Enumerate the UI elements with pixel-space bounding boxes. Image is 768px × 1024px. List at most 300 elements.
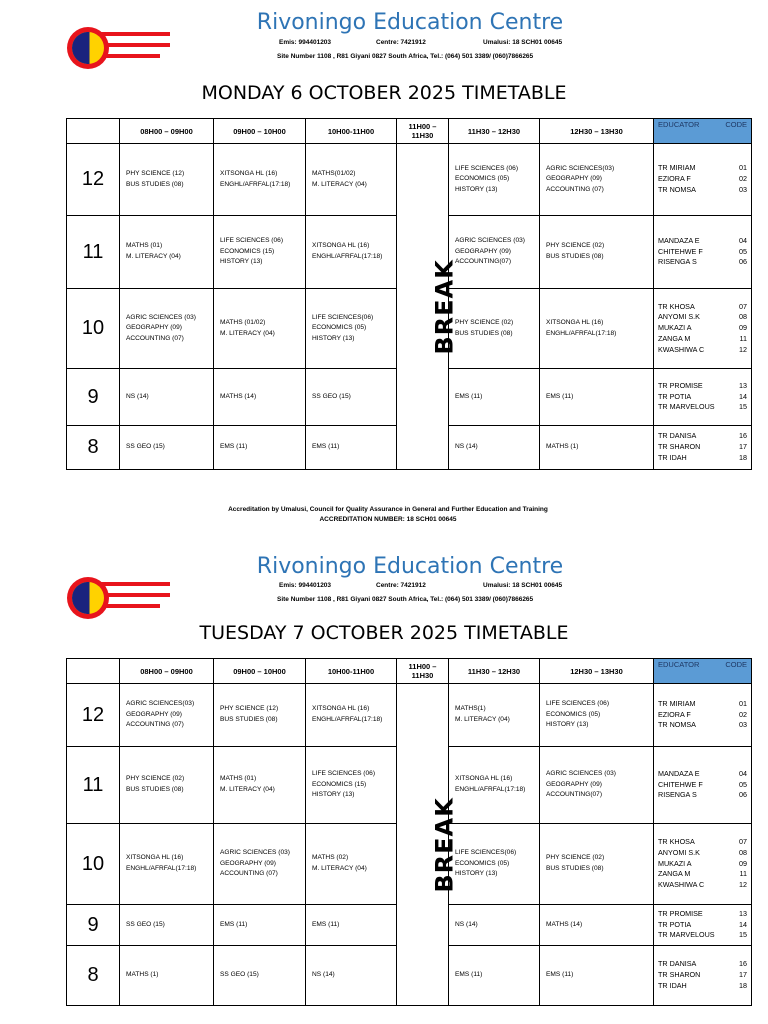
educator-name: MANDAZA E <box>658 235 700 245</box>
educator-entry <box>654 302 751 313</box>
subject-line: ACCOUNTING (07) <box>220 870 278 878</box>
subject-line: ENGHL/AFRFAL(17:18) <box>220 180 291 188</box>
lesson-cell <box>120 369 214 426</box>
lesson-cell <box>120 946 214 1006</box>
educator-list <box>654 946 752 1006</box>
educator-entry <box>654 163 751 174</box>
grade-label: 9 <box>67 369 120 426</box>
educator-entry <box>654 859 751 870</box>
school-name: Rivoningo Education Centre <box>256 554 564 579</box>
subject-line: ENGHL/AFRFAL(17:18) <box>312 716 383 723</box>
lesson-cell <box>449 824 540 905</box>
educator-code-header <box>654 119 752 144</box>
code-header-label: CODE <box>725 120 747 129</box>
educator-code: 14 <box>739 391 747 401</box>
educator-name: TR KHOSA <box>658 301 695 311</box>
educator-name: TR NOMSA <box>658 720 696 730</box>
educator-entry <box>654 699 751 710</box>
subject-line: M. LITERACY (04) <box>126 253 181 260</box>
subject-line: LIFE SCIENCES (06) <box>220 237 284 245</box>
subject-line: M. LITERACY (04) <box>455 716 510 723</box>
site-address: Site Number 1108 , R81 Giyani 0827 South Africa, Tel.: (064) 501 3389/ (060)7866265 <box>277 53 534 60</box>
educator-code: 09 <box>739 858 747 868</box>
educator-entry <box>654 837 751 848</box>
subject-line: ECONOMICS (05) <box>546 710 601 718</box>
educator-name: TR IDAH <box>658 980 687 990</box>
educator-code: 04 <box>739 768 747 778</box>
subject-line: XITSONGA HL (16) <box>312 705 370 713</box>
lesson-cell <box>214 747 306 824</box>
grade-label: 8 <box>67 426 120 470</box>
educator-entry <box>654 236 751 247</box>
subject-line: ECONOMICS (15) <box>312 780 367 788</box>
subject-line: ECONOMICS (05) <box>312 324 367 332</box>
educator-name: RISENGA S <box>658 257 697 267</box>
subject-line: HISTORY (13) <box>220 258 263 266</box>
educator-code: 13 <box>739 380 747 390</box>
educator-entry <box>654 970 751 981</box>
educator-code: 08 <box>739 312 747 322</box>
subject-line: PHY SCIENCE (12) <box>126 169 185 177</box>
educator-code: 18 <box>739 452 747 462</box>
educator-entry <box>654 720 751 731</box>
educator-code: 17 <box>739 442 747 452</box>
emis-number: Emis: 994401203 <box>279 582 332 589</box>
subject-line: MATHS (1) <box>546 443 579 451</box>
subject-line: NS (14) <box>126 392 149 400</box>
lesson-cell <box>120 684 214 747</box>
column-header: 11H00 – 11H30 <box>397 119 449 144</box>
subject-line: EMS (11) <box>455 392 483 400</box>
subject-line: BUS STUDIES (08) <box>126 180 184 188</box>
subject-line: GEOGRAPHY (09) <box>126 324 182 332</box>
grade-label: 9 <box>67 905 120 946</box>
subject-line: MATHS (01/02) <box>220 318 266 326</box>
subject-line: XITSONGA HL (16) <box>312 242 370 250</box>
subject-line: MATHS (02) <box>312 854 349 862</box>
subject-line: GEOGRAPHY (09) <box>126 710 182 718</box>
educator-name: TR PROMISE <box>658 908 703 918</box>
educator-entry <box>654 381 751 392</box>
educator-list <box>654 747 752 824</box>
subject-line: EMS (11) <box>220 920 248 928</box>
grade-row <box>67 144 752 216</box>
site-address: Site Number 1108 , R81 Giyani 0827 South Africa, Tel.: (064) 501 3389/ (060)7866265 <box>277 596 534 603</box>
educator-entry <box>654 334 751 345</box>
educator-code: 17 <box>739 970 747 980</box>
lesson-cell <box>214 824 306 905</box>
educator-list <box>654 684 752 747</box>
lesson-cell <box>449 946 540 1006</box>
subject-line: MATHS (14) <box>546 920 583 928</box>
lesson-cell <box>306 747 397 824</box>
umalusi-number: Umalusi: 18 SCH01 00645 <box>483 39 563 46</box>
educator-entry <box>654 345 751 356</box>
educator-entry <box>654 981 751 992</box>
educator-name: TR MARVELOUS <box>658 930 715 940</box>
subject-line: M. LITERACY (04) <box>312 180 367 188</box>
lesson-cell <box>214 684 306 747</box>
subject-line: M. LITERACY (04) <box>220 329 275 337</box>
educator-name: TR KHOSA <box>658 837 695 846</box>
educator-header-label: EDUCATOR <box>658 120 700 129</box>
lesson-cell <box>214 289 306 369</box>
lesson-cell <box>306 905 397 946</box>
educator-entry <box>654 312 751 323</box>
educator-code: 05 <box>739 779 747 789</box>
educator-name: ZANGA M <box>658 333 691 343</box>
subject-line: MATHS(01/02) <box>312 169 356 177</box>
subject-line: HISTORY (13) <box>455 185 498 193</box>
centre-number: Centre: 7421912 <box>376 39 426 46</box>
break-label: BREAK <box>430 258 459 355</box>
subject-line: EMS (11) <box>546 392 574 400</box>
educator-name: TR DANISA <box>658 959 697 969</box>
grade-label: 10 <box>67 289 120 369</box>
educator-entry <box>654 790 751 801</box>
educator-code: 03 <box>739 720 747 730</box>
column-header: 08H00 – 09H00 <box>120 119 214 144</box>
subject-line: NS (14) <box>312 971 335 979</box>
educator-name: KWASHIWA C <box>658 880 705 890</box>
educator-list <box>654 905 752 946</box>
umalusi-number: Umalusi: 18 SCH01 00645 <box>483 582 563 589</box>
lesson-cell <box>214 369 306 426</box>
lesson-cell <box>540 144 654 216</box>
educator-code: 08 <box>739 847 747 857</box>
educator-entry <box>654 848 751 859</box>
lesson-cell <box>306 369 397 426</box>
lesson-cell <box>306 684 397 747</box>
subject-line: ECONOMICS (15) <box>220 247 275 255</box>
column-header: 11H30 – 12H30 <box>449 659 540 684</box>
lesson-cell <box>449 369 540 426</box>
lesson-cell <box>306 216 397 289</box>
lesson-cell <box>306 946 397 1006</box>
educator-name: EZIORA F <box>658 709 691 719</box>
subject-line: MATHS (14) <box>220 392 257 400</box>
subject-line: AGRIC SCIENCES (03) <box>455 237 525 245</box>
educator-entry <box>654 880 751 891</box>
educator-header-label: EDUCATOR <box>658 660 700 669</box>
tuesday-title: TUESDAY 7 OCTOBER 2025 TIMETABLE <box>199 622 569 644</box>
educator-entry <box>654 930 751 941</box>
school-logo <box>64 572 176 628</box>
timetable-rows <box>67 684 752 1006</box>
subject-line: XITSONGA HL (16) <box>126 854 184 862</box>
educator-name: TR MARVELOUS <box>658 402 715 412</box>
accreditation-text: Accreditation by Umalusi, Council for Quality Assurance in General and Further Education and Training <box>228 506 548 513</box>
educator-entry <box>654 257 751 268</box>
lesson-cell <box>214 946 306 1006</box>
column-header: 11H30 – 12H30 <box>449 119 540 144</box>
subject-line: PHY SCIENCE (02) <box>126 775 185 783</box>
subject-line: ECONOMICS (05) <box>455 175 510 183</box>
subject-line: HISTORY (13) <box>546 721 589 729</box>
educator-entry <box>654 909 751 920</box>
centre-number: Centre: 7421912 <box>376 582 426 589</box>
educator-list <box>654 289 752 369</box>
educator-name: TR POTIA <box>658 391 692 401</box>
column-header: 10H00-11H00 <box>306 119 397 144</box>
educator-code: 06 <box>739 790 747 800</box>
subject-line: SS GEO (15) <box>126 920 165 928</box>
educator-entry <box>654 431 751 442</box>
educator-entry <box>654 323 751 334</box>
break-column <box>397 684 459 1006</box>
subject-line: LIFE SCIENCES (06) <box>546 700 610 708</box>
lesson-cell <box>120 289 214 369</box>
subject-line: MATHS(1) <box>455 705 486 713</box>
educator-code: 01 <box>739 163 747 173</box>
educator-code: 13 <box>739 908 747 918</box>
educator-name: TR IDAH <box>658 452 687 462</box>
break-column <box>397 144 459 470</box>
subject-line: AGRIC SCIENCES (03) <box>126 313 196 321</box>
educator-name: MANDAZA E <box>658 768 700 778</box>
educator-name: CHITEHWE F <box>658 779 703 789</box>
grade-label: 12 <box>67 684 120 747</box>
lesson-cell <box>540 946 654 1006</box>
subject-line: AGRIC SCIENCES(03) <box>546 164 615 172</box>
column-header: 08H00 – 09H00 <box>120 659 214 684</box>
educator-name: TR SHARON <box>658 970 701 980</box>
timetable-rows <box>67 144 752 470</box>
subject-line: PHY SCIENCE (02) <box>455 318 514 326</box>
subject-line: SS GEO (15) <box>126 443 165 451</box>
subject-line: M. LITERACY (04) <box>220 786 275 793</box>
lesson-cell <box>540 747 654 824</box>
educator-entry <box>654 442 751 453</box>
educator-entry <box>654 769 751 780</box>
lesson-cell <box>120 905 214 946</box>
subject-line: SS GEO (15) <box>312 392 351 400</box>
subject-line: BUS STUDIES (08) <box>220 716 278 723</box>
lesson-cell <box>540 426 654 470</box>
subject-line: ACCOUNTING (07) <box>126 334 184 342</box>
educator-name: TR POTIA <box>658 919 692 929</box>
subject-line: BUS STUDIES (08) <box>126 786 184 793</box>
subject-line: EMS (11) <box>312 443 340 451</box>
lesson-cell <box>214 216 306 289</box>
educator-code-header <box>654 659 752 684</box>
grade-header <box>67 119 120 144</box>
subject-line: EMS (11) <box>220 443 248 451</box>
subject-line: PHY SCIENCE (12) <box>220 705 279 713</box>
lesson-cell <box>540 289 654 369</box>
lesson-cell <box>120 747 214 824</box>
educator-code: 09 <box>739 323 747 333</box>
subject-line: AGRIC SCIENCES(03) <box>126 700 195 708</box>
subject-line: NS (14) <box>455 443 478 451</box>
subject-line: M. LITERACY (04) <box>312 865 367 872</box>
educator-code: 18 <box>739 980 747 990</box>
column-header: 12H30 – 13H30 <box>540 659 654 684</box>
educator-name: TR NOMSA <box>658 184 696 194</box>
lesson-cell <box>540 216 654 289</box>
subject-line: MATHS (01) <box>220 775 257 783</box>
educator-code: 07 <box>739 301 747 311</box>
lesson-cell <box>540 905 654 946</box>
educator-name: MUKAZI A <box>658 323 692 333</box>
educator-code: 02 <box>739 174 747 184</box>
subject-line: ACCOUNTING (07) <box>126 721 184 729</box>
lesson-cell <box>540 824 654 905</box>
subject-line: GEOGRAPHY (09) <box>546 780 602 788</box>
subject-line: ECONOMICS (05) <box>455 859 510 867</box>
grade-label: 8 <box>67 946 120 1006</box>
educator-code: 15 <box>739 402 747 412</box>
educator-name: TR SHARON <box>658 442 701 452</box>
lesson-cell <box>449 289 540 369</box>
educator-entry <box>654 920 751 931</box>
school-name: Rivoningo Education Centre <box>256 10 564 35</box>
lesson-cell <box>120 426 214 470</box>
lesson-cell <box>449 905 540 946</box>
monday-timetable <box>66 118 752 470</box>
subject-line: EMS (11) <box>455 971 483 979</box>
break-label: BREAK <box>430 796 459 893</box>
lesson-cell <box>449 216 540 289</box>
subject-line: MATHS (01) <box>126 242 163 250</box>
grade-header <box>67 659 120 684</box>
educator-name: KWASHIWA C <box>658 344 705 354</box>
column-header: 12H30 – 13H30 <box>540 119 654 144</box>
grade-label: 11 <box>67 216 120 289</box>
subject-line: PHY SCIENCE (02) <box>546 242 605 250</box>
educator-code: 04 <box>739 235 747 245</box>
code-header-label: CODE <box>725 660 747 669</box>
column-header: 11H00 – 11H30 <box>397 659 449 684</box>
grade-row <box>67 684 752 747</box>
educator-entry <box>654 174 751 185</box>
educator-entry <box>654 710 751 721</box>
educator-code: 11 <box>739 869 747 879</box>
educator-list <box>654 824 752 905</box>
educator-code: 15 <box>739 930 747 940</box>
educator-name: ANYOMI S.K <box>658 312 700 322</box>
educator-entry <box>654 453 751 464</box>
subject-line: EMS (11) <box>312 920 340 928</box>
educator-list <box>654 144 752 216</box>
subject-line: GEOGRAPHY (09) <box>546 175 602 183</box>
educator-entry <box>654 247 751 258</box>
educator-code: 16 <box>739 959 747 969</box>
subject-line: BUS STUDIES (08) <box>546 865 604 872</box>
educator-code: 14 <box>739 919 747 929</box>
educator-code: 16 <box>739 431 747 441</box>
lesson-cell <box>306 289 397 369</box>
educator-entry <box>654 392 751 403</box>
educator-code: 12 <box>739 344 747 354</box>
grade-label: 10 <box>67 824 120 905</box>
subject-line: HISTORY (13) <box>312 791 355 799</box>
lesson-cell <box>306 426 397 470</box>
subject-line: AGRIC SCIENCES (03) <box>220 849 290 857</box>
lesson-cell <box>540 684 654 747</box>
lesson-cell <box>540 369 654 426</box>
educator-name: TR DANISA <box>658 431 697 441</box>
subject-line: ENGHL/AFRFAL(17:18) <box>126 865 197 872</box>
lesson-cell <box>214 144 306 216</box>
educator-code: 02 <box>739 709 747 719</box>
educator-code: 05 <box>739 246 747 256</box>
educator-code: 01 <box>739 698 747 708</box>
lesson-cell <box>449 144 540 216</box>
educator-name: RISENGA S <box>658 790 697 800</box>
educator-list <box>654 369 752 426</box>
educator-list <box>654 216 752 289</box>
subject-line: GEOGRAPHY (09) <box>220 859 276 867</box>
educator-name: MUKAZI A <box>658 858 692 868</box>
educator-entry <box>654 402 751 413</box>
subject-line: XITSONGA HL (16) <box>220 169 278 177</box>
educator-code: 06 <box>739 257 747 267</box>
subject-line: AGRIC SCIENCES (03) <box>546 770 616 778</box>
column-header: 10H00-11H00 <box>306 659 397 684</box>
educator-list <box>654 426 752 470</box>
lesson-cell <box>449 426 540 470</box>
educator-name: EZIORA F <box>658 174 691 184</box>
lesson-cell <box>214 905 306 946</box>
emis-number: Emis: 994401203 <box>279 39 332 46</box>
subject-line: ENGHL/AFRFAL(17:18) <box>546 329 617 337</box>
educator-name: ANYOMI S.K <box>658 847 700 857</box>
subject-line: XITSONGA HL (16) <box>455 775 513 783</box>
educator-entry <box>654 869 751 880</box>
tuesday-timetable <box>66 658 752 1006</box>
subject-line: LIFE SCIENCES(06) <box>312 313 374 321</box>
educator-code: 03 <box>739 184 747 194</box>
subject-line: HISTORY (13) <box>455 870 498 878</box>
subject-line: ENGHL/AFRFAL(17:18) <box>455 786 526 793</box>
educator-name: TR MIRIAM <box>658 698 696 708</box>
subject-line: HISTORY (13) <box>312 334 355 342</box>
subject-line: ACCOUNTING (07) <box>546 185 604 193</box>
accreditation-number: ACCREDITATION NUMBER: 18 SCH01 00645 <box>319 516 457 523</box>
educator-entry <box>654 959 751 970</box>
subject-line: BUS STUDIES (08) <box>546 253 604 260</box>
column-header: 09H00 – 10H00 <box>214 659 306 684</box>
educator-name: ZANGA M <box>658 869 691 879</box>
subject-line: LIFE SCIENCES (06) <box>312 770 376 778</box>
educator-entry <box>654 780 751 791</box>
grade-label: 11 <box>67 747 120 824</box>
subject-line: ACCOUNTING(07) <box>455 258 512 266</box>
lesson-cell <box>306 824 397 905</box>
subject-line: PHY SCIENCE (02) <box>546 854 605 862</box>
lesson-cell <box>449 684 540 747</box>
lesson-cell <box>120 216 214 289</box>
educator-entry <box>654 185 751 196</box>
subject-line: BUS STUDIES (08) <box>455 329 513 337</box>
subject-line: MATHS (1) <box>126 971 159 979</box>
subject-line: LIFE SCIENCES (06) <box>455 164 519 172</box>
lesson-cell <box>120 824 214 905</box>
subject-line: LIFE SCIENCES(06) <box>455 849 517 857</box>
subject-line: ENGHL/AFRFAL(17:18) <box>312 253 383 260</box>
educator-name: CHITEHWE F <box>658 246 703 256</box>
educator-code: 11 <box>739 333 747 343</box>
subject-line: NS (14) <box>455 920 478 928</box>
subject-line: ACCOUNTING(07) <box>546 791 603 799</box>
educator-name: TR MIRIAM <box>658 163 696 173</box>
grade-label: 12 <box>67 144 120 216</box>
subject-line: GEOGRAPHY (09) <box>455 247 511 255</box>
subject-line: EMS (11) <box>546 971 574 979</box>
monday-title: MONDAY 6 OCTOBER 2025 TIMETABLE <box>201 82 567 104</box>
lesson-cell <box>214 426 306 470</box>
